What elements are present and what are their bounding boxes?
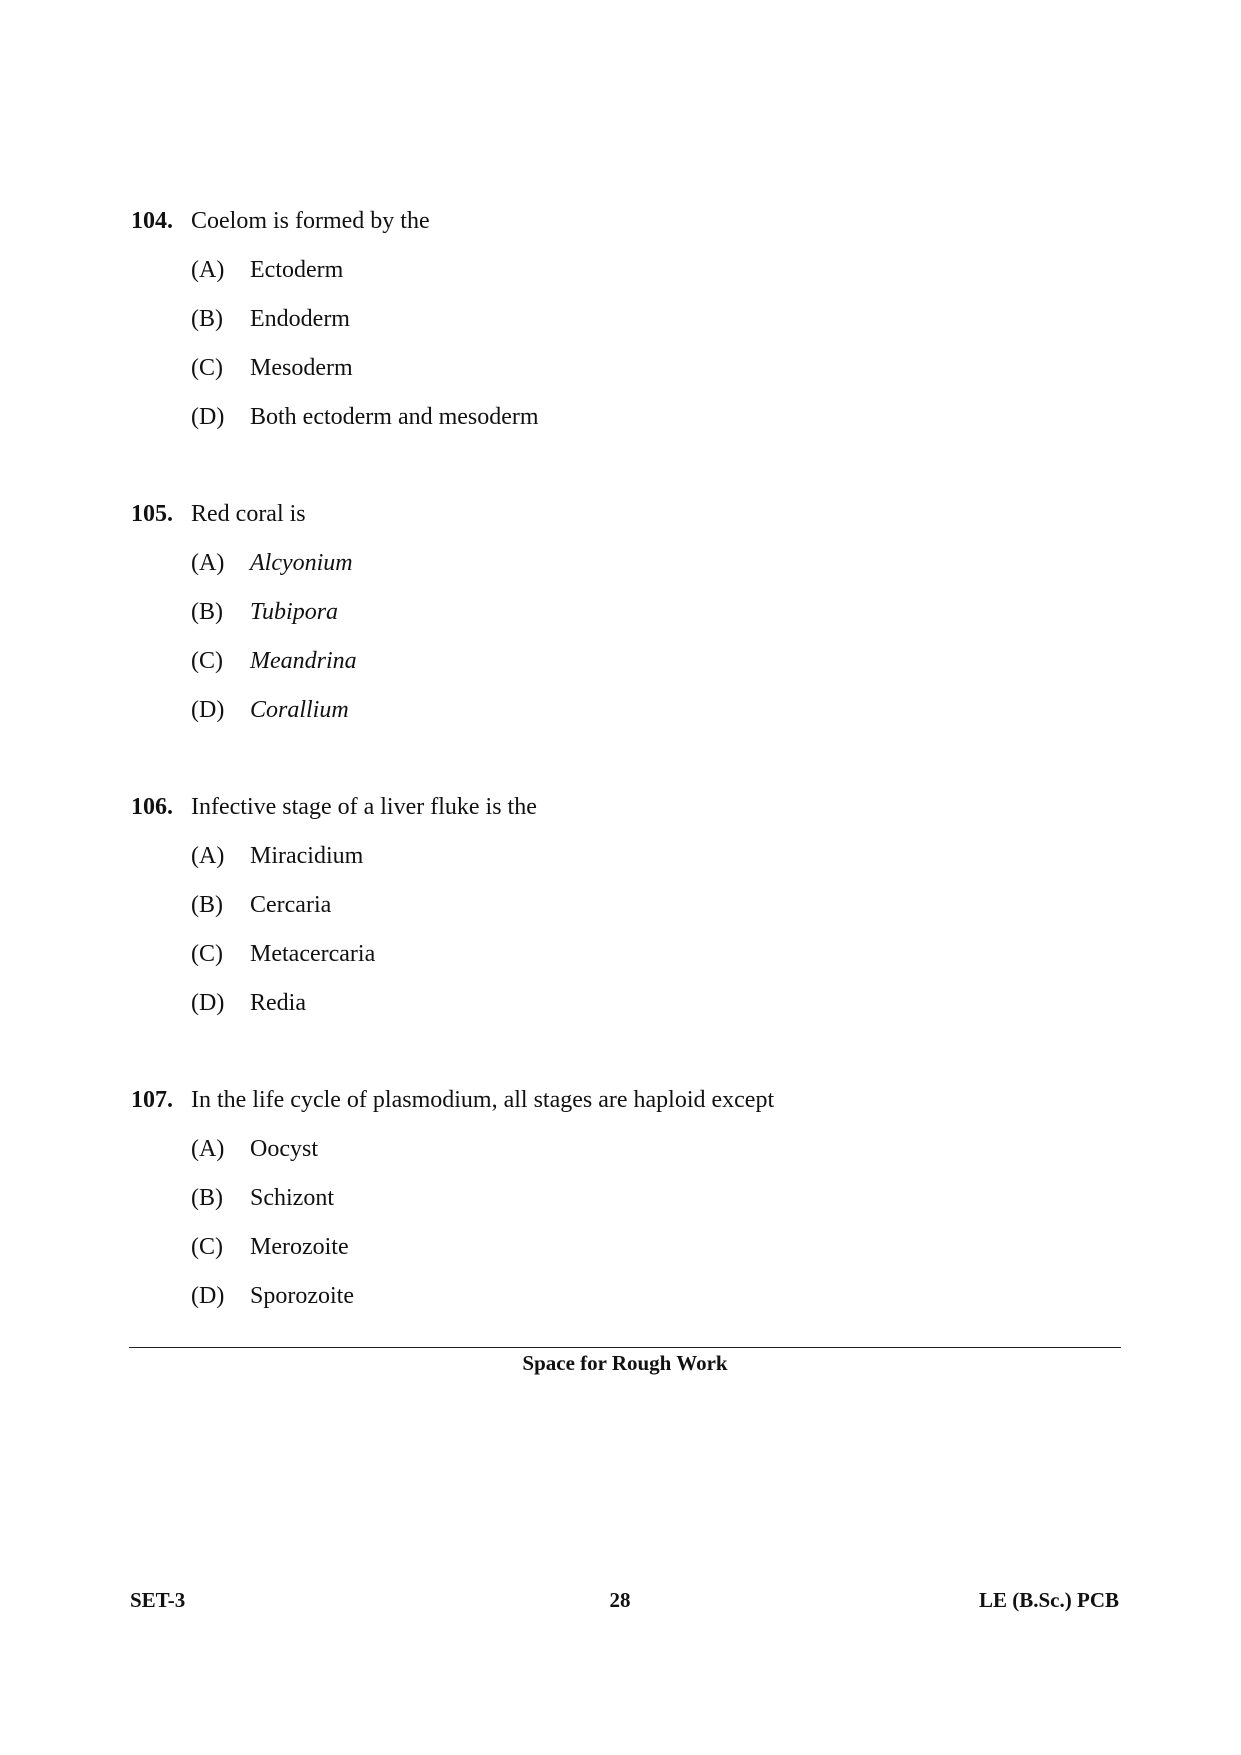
question-number: 105. — [131, 501, 173, 527]
option-text: Meandrina — [250, 648, 357, 674]
option-a — [131, 841, 1131, 871]
option-label: (D) — [191, 697, 225, 723]
option-label: (B) — [191, 306, 223, 332]
option-c — [131, 646, 1131, 676]
option-label: (C) — [191, 355, 223, 381]
option-text: Metacercaria — [250, 941, 376, 967]
option-d — [131, 1281, 1131, 1311]
question-stem — [131, 792, 1131, 822]
option-b — [131, 1183, 1131, 1213]
footer-paper-code: LE (B.Sc.) PCB — [978, 1588, 1119, 1612]
option-d — [131, 988, 1131, 1018]
footer-set-code: SET-3 — [130, 1588, 186, 1612]
option-text: Corallium — [250, 697, 349, 723]
option-text: Redia — [250, 990, 306, 1016]
option-text: Miracidium — [250, 843, 364, 869]
option-b — [131, 890, 1131, 920]
option-d — [131, 695, 1131, 725]
option-a — [131, 255, 1131, 285]
option-c — [131, 1232, 1131, 1262]
option-text: Mesoderm — [250, 355, 353, 381]
question-number: 106. — [131, 794, 173, 820]
option-a — [131, 1134, 1131, 1164]
option-text: Endoderm — [250, 306, 350, 332]
question-104 — [131, 206, 1131, 432]
option-list — [131, 1134, 1131, 1311]
option-d — [131, 402, 1131, 432]
rough-work-heading: Space for Rough Work — [522, 1351, 728, 1375]
question-number: 104. — [131, 208, 173, 234]
option-a — [131, 548, 1131, 578]
footer-page-number: 28 — [609, 1588, 631, 1612]
question-stem — [131, 1085, 1131, 1115]
question-text: Coelom is formed by the — [191, 208, 430, 234]
option-label: (A) — [191, 257, 225, 283]
option-c — [131, 353, 1131, 383]
option-text: Ectoderm — [250, 257, 344, 283]
option-label: (D) — [191, 404, 225, 430]
option-label: (B) — [191, 599, 223, 625]
option-list — [131, 255, 1131, 432]
option-list — [131, 841, 1131, 1018]
question-107 — [131, 1085, 1131, 1311]
option-list — [131, 548, 1131, 725]
question-106 — [131, 792, 1131, 1018]
option-text: Sporozoite — [250, 1283, 354, 1309]
option-label: (D) — [191, 990, 225, 1016]
option-text: Oocyst — [250, 1136, 318, 1162]
option-c — [131, 939, 1131, 969]
option-label: (A) — [191, 550, 225, 576]
question-number: 107. — [131, 1087, 173, 1113]
option-label: (A) — [191, 1136, 225, 1162]
option-label: (B) — [191, 892, 223, 918]
option-label: (C) — [191, 1234, 223, 1260]
question-105 — [131, 499, 1131, 725]
question-stem — [131, 206, 1131, 236]
question-text: Red coral is — [191, 501, 306, 527]
question-text: In the life cycle of plasmodium, all stages are haploid except — [191, 1087, 775, 1113]
option-label: (D) — [191, 1283, 225, 1309]
option-text: Schizont — [250, 1185, 334, 1211]
question-text: Infective stage of a liver fluke is the — [191, 794, 537, 820]
question-stem — [131, 499, 1131, 529]
option-label: (B) — [191, 1185, 223, 1211]
option-text: Tubipora — [250, 599, 339, 625]
option-text: Both ectoderm and mesoderm — [250, 404, 539, 430]
option-b — [131, 597, 1131, 627]
option-label: (A) — [191, 843, 225, 869]
option-text: Cercaria — [250, 892, 332, 918]
option-label: (C) — [191, 941, 223, 967]
option-text: Merozoite — [250, 1234, 349, 1260]
option-text: Alcyonium — [250, 550, 353, 576]
option-label: (C) — [191, 648, 223, 674]
rough-work-divider — [129, 1347, 1121, 1348]
option-b — [131, 304, 1131, 334]
